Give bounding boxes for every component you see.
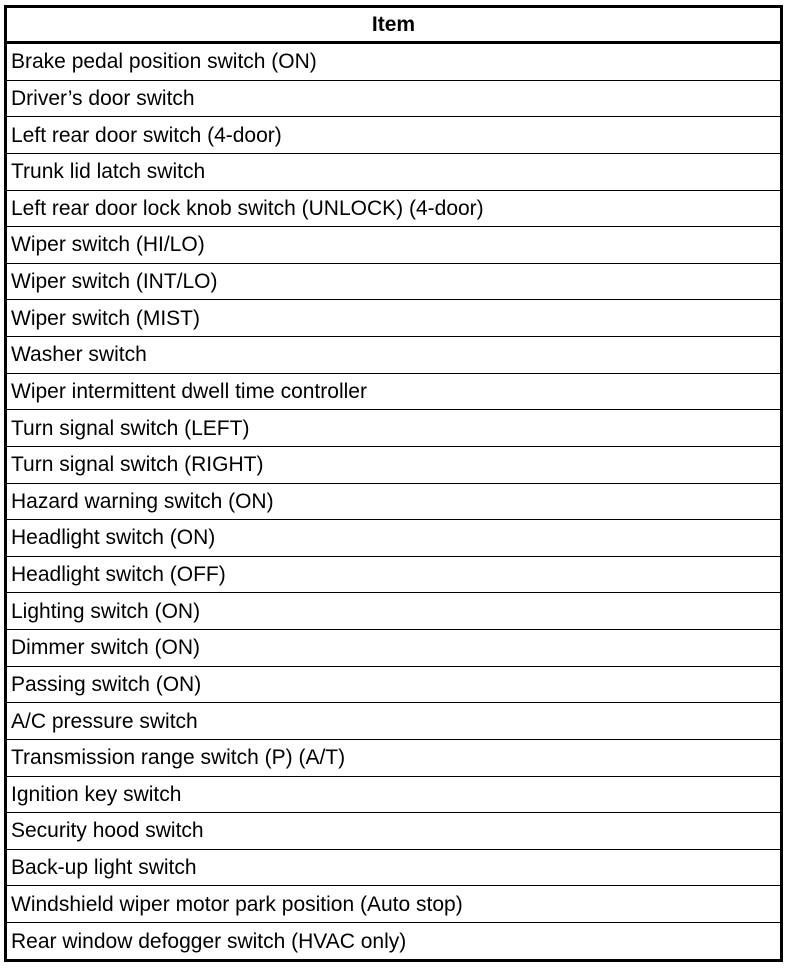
table-cell-item: Lighting switch (ON)	[7, 593, 780, 630]
column-header-item: Item	[7, 8, 780, 43]
table-row	[7, 666, 780, 703]
table-cell-item: Transmission range switch (P) (A/T)	[7, 739, 780, 776]
table-cell-item: Passing switch (ON)	[7, 666, 780, 703]
table-cell-item: Security hood switch	[7, 813, 780, 850]
table-cell-item: A/C pressure switch	[7, 703, 780, 740]
table-cell-item: Headlight switch (OFF)	[7, 556, 780, 593]
table-cell-item: Back-up light switch	[7, 849, 780, 886]
table-cell-item: Trunk lid latch switch	[7, 153, 780, 190]
items-table-frame	[4, 5, 783, 962]
table-row	[7, 593, 780, 630]
table-cell-item: Headlight switch (ON)	[7, 520, 780, 557]
table-row	[7, 813, 780, 850]
table-cell-item: Wiper switch (HI/LO)	[7, 227, 780, 264]
table-row	[7, 556, 780, 593]
table-cell-item: Washer switch	[7, 337, 780, 374]
table-row	[7, 153, 780, 190]
table-row	[7, 263, 780, 300]
table-cell-item: Brake pedal position switch (ON)	[11, 50, 317, 74]
table-row	[7, 776, 780, 813]
table-cell-item: Ignition key switch	[7, 776, 780, 813]
table-cell-item: Turn signal switch (LEFT)	[7, 410, 780, 447]
table-row	[7, 43, 780, 81]
table-row	[7, 520, 780, 557]
table-cell-item: Windshield wiper motor park position (Auto stop)	[7, 886, 780, 923]
table-row	[7, 703, 780, 740]
table-row	[7, 117, 780, 154]
table-row	[7, 483, 780, 520]
table-row	[7, 190, 780, 227]
table-cell-item: Rear window defogger switch (HVAC only)	[7, 923, 780, 959]
items-table	[7, 8, 780, 959]
table-header-row	[7, 8, 780, 43]
table-row	[7, 300, 780, 337]
table-cell-item: Left rear door lock knob switch (UNLOCK) (4-door)	[7, 190, 780, 227]
table-cell-item: Hazard warning switch (ON)	[7, 483, 780, 520]
table-row	[7, 410, 780, 447]
table-cell-item: Wiper intermittent dwell time controller	[7, 373, 780, 410]
table-body	[7, 43, 780, 960]
table-row	[7, 80, 780, 117]
table-cell-item: Driver’s door switch	[7, 80, 780, 117]
table-row	[7, 337, 780, 374]
table-row	[7, 373, 780, 410]
table-cell-item: Wiper switch (MIST)	[7, 300, 780, 337]
table-row	[7, 849, 780, 886]
table-cell-item: Turn signal switch (RIGHT)	[7, 446, 780, 483]
table-row	[7, 446, 780, 483]
table-cell-item: Left rear door switch (4-door)	[7, 117, 780, 154]
table-row	[7, 923, 780, 959]
table-row	[7, 227, 780, 264]
table-row	[7, 886, 780, 923]
table-row	[7, 739, 780, 776]
table-cell-item: Wiper switch (INT/LO)	[7, 263, 780, 300]
table-cell-item: Dimmer switch (ON)	[7, 630, 780, 667]
table-row	[7, 630, 780, 667]
